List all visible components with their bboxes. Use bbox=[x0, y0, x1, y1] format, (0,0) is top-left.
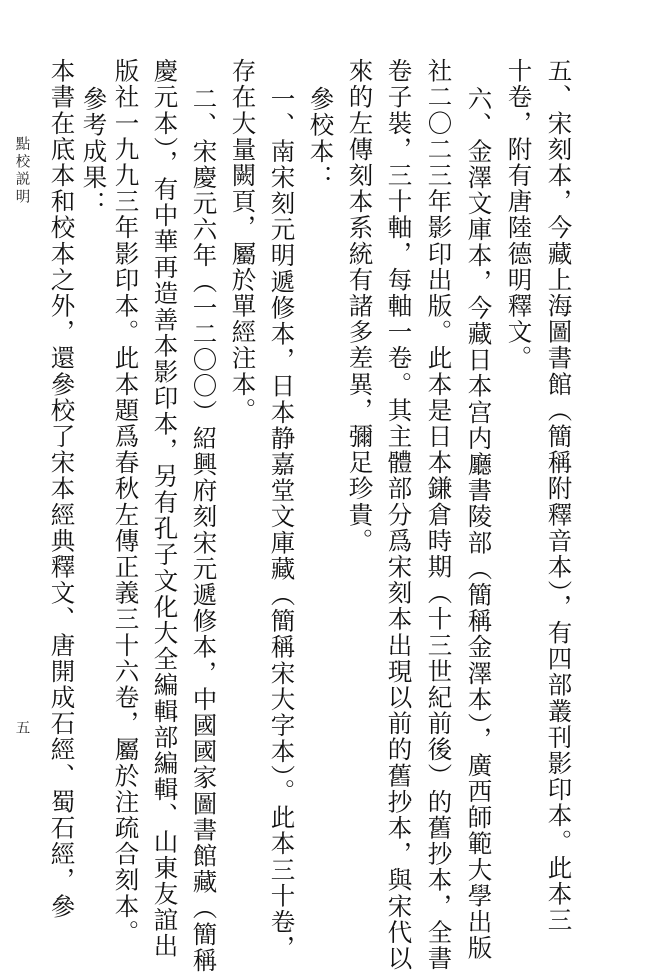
text-column-13: 參考成果： bbox=[79, 86, 109, 217]
text-column-7: 參校本： bbox=[306, 86, 336, 191]
text-column-11: 慶元本），有中華再造善本影印本，另有孔子文化大全編輯部編輯、山東友誼出 bbox=[150, 58, 180, 960]
text-column-6: 來的左傳刻本系統有諸多差異，彌足珍貴。 bbox=[345, 58, 375, 554]
text-column-14: 本書在底本和校本之外，還參校了宋本經典釋文、唐開成石經、蜀石經，參 bbox=[47, 58, 77, 920]
page-number: 五 bbox=[13, 720, 30, 738]
running-head: 點校説明 bbox=[13, 136, 30, 206]
text-column-3: 六、金澤文庫本，今藏日本宫内廳書陵部（簡稱金澤本），廣西師範大學出版 bbox=[464, 86, 494, 962]
text-column-10: 二、宋慶元六年（一二〇〇）紹興府刻宋元遞修本，中國國家圖書館藏（簡稱 bbox=[189, 86, 219, 973]
text-column-12: 版社一九九三年影印本。此本題爲春秋左傳正義三十六卷，屬於注疏合刻本。 bbox=[111, 58, 141, 946]
text-column-8: 一、南宋刻元明遞修本，日本静嘉堂文庫藏（簡稱宋大字本）。此本三十卷， bbox=[267, 86, 297, 962]
text-column-4: 社二〇二三年影印出版。此本是日本鎌倉時期（十三世紀前後）的舊抄本，全書 bbox=[424, 58, 454, 972]
text-column-5: 卷子裝，三十軸，每軸一卷。其主體部分爲宋刻本出現以前的舊抄本，與宋代以 bbox=[384, 58, 414, 972]
text-column-2: 十卷，附有唐陸德明釋文。 bbox=[504, 58, 534, 372]
text-column-9: 存在大量闕頁，屬於單經注本。 bbox=[228, 58, 258, 424]
text-column-1: 五、宋刻本，今藏上海圖書館（簡稱附釋音本），有四部叢刊影印本。此本三 bbox=[544, 58, 574, 934]
